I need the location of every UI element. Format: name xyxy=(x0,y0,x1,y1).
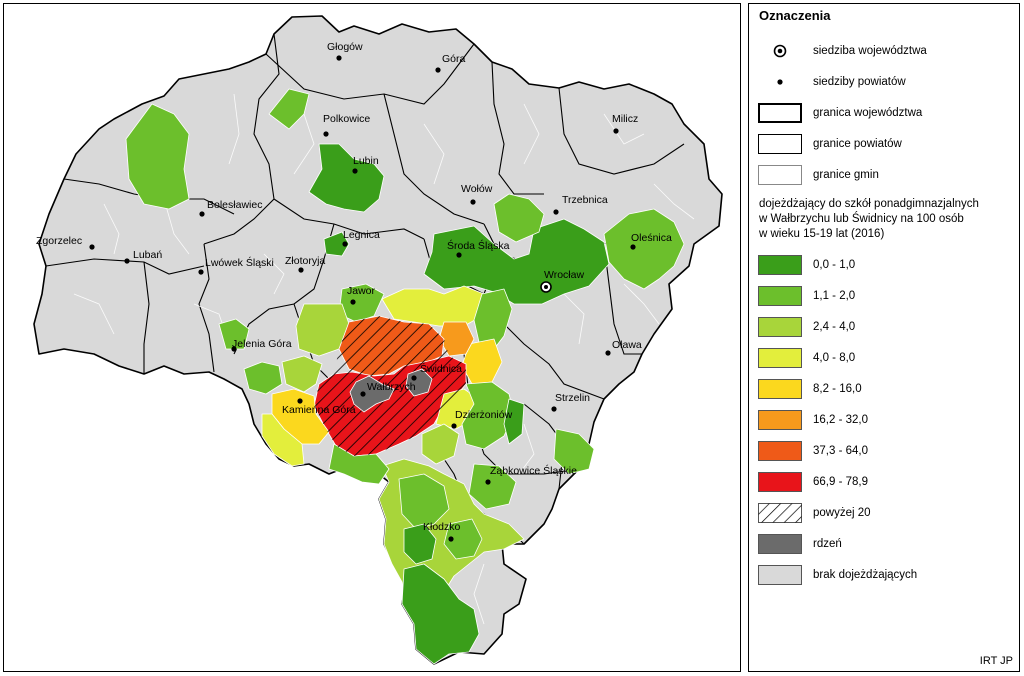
legend-item-class xyxy=(757,285,855,307)
svg-text:Zgorzelec: Zgorzelec xyxy=(36,235,83,247)
legend-item-class xyxy=(757,316,855,338)
legend-label: brak dojeżdżających xyxy=(813,569,918,581)
legend-label: 8,2 - 16,0 xyxy=(813,383,862,395)
svg-text:Oleśnica: Oleśnica xyxy=(631,232,672,244)
legend-item-class xyxy=(757,378,862,400)
county-seat-icon xyxy=(757,71,803,93)
legend-item-seat-voivodeship xyxy=(757,40,927,62)
svg-text:Wołów: Wołów xyxy=(461,183,493,195)
legend-label: 37,3 - 64,0 xyxy=(813,445,868,457)
legend-item-border-county xyxy=(757,133,902,155)
class-swatch xyxy=(758,410,802,430)
svg-text:Polkowice: Polkowice xyxy=(323,113,371,125)
svg-text:Trzebnica: Trzebnica xyxy=(562,194,608,206)
legend-label: granice gmin xyxy=(813,169,879,181)
svg-text:Bolesławiec: Bolesławiec xyxy=(207,199,263,211)
legend-label: 4,0 - 8,0 xyxy=(813,352,856,364)
svg-text:Głogów: Głogów xyxy=(327,41,363,53)
svg-text:Wrocław: Wrocław xyxy=(544,269,585,281)
legend-label: 66,9 - 78,9 xyxy=(813,476,868,488)
legend-label: siedziby powiatów xyxy=(813,76,906,88)
legend-heading-line: w wieku 15-19 lat (2016) xyxy=(759,228,885,240)
svg-text:Oława: Oława xyxy=(612,339,642,351)
map-panel xyxy=(3,3,741,672)
legend-item-border-gmina xyxy=(757,164,879,186)
core-swatch xyxy=(758,534,802,554)
svg-text:Kamienna Góra: Kamienna Góra xyxy=(282,404,356,416)
svg-text:Wałbrzych: Wałbrzych xyxy=(367,381,416,393)
class-swatch xyxy=(758,472,802,492)
svg-text:Strzelin: Strzelin xyxy=(555,392,591,404)
legend-label: 1,1 - 2,0 xyxy=(813,290,856,302)
svg-text:Legnica: Legnica xyxy=(343,229,380,241)
legend-class-heading xyxy=(759,197,1009,242)
svg-text:Jawor: Jawor xyxy=(347,285,376,297)
legend-label: 2,4 - 4,0 xyxy=(813,321,856,333)
legend-item-class xyxy=(757,347,855,369)
none-swatch xyxy=(758,565,802,585)
class-swatch xyxy=(758,348,802,368)
svg-text:Góra: Góra xyxy=(442,53,466,65)
legend-item-class xyxy=(757,254,855,276)
legend-item-border-voivodeship xyxy=(757,102,922,124)
class-swatch xyxy=(758,379,802,399)
legend-item-seat-county xyxy=(757,71,906,93)
legend-label: 0,0 - 1,0 xyxy=(813,259,856,271)
city-marker xyxy=(231,338,291,352)
voivodeship-map xyxy=(4,4,740,671)
county-border-swatch xyxy=(758,134,802,154)
gmina-border-swatch xyxy=(758,165,802,185)
legend-item-none xyxy=(757,564,917,586)
legend-heading-line: dojeżdżający do szkół ponadgimnazjalnych xyxy=(759,198,979,210)
legend-label: granica województwa xyxy=(813,107,923,119)
svg-text:Środa Śląska: Środa Śląska xyxy=(447,240,510,252)
legend-label: 16,2 - 32,0 xyxy=(813,414,868,426)
legend-title: Oznaczenia xyxy=(759,8,831,23)
svg-text:Kłodzko: Kłodzko xyxy=(423,521,461,533)
voivodeship-border-swatch xyxy=(758,103,802,123)
legend-item-class xyxy=(757,440,868,462)
svg-text:Złotoryja: Złotoryja xyxy=(285,255,326,267)
legend-label: siedziba województwa xyxy=(813,45,927,57)
legend-panel xyxy=(748,3,1020,672)
legend-item-class xyxy=(757,471,868,493)
hatch-swatch xyxy=(758,503,802,523)
svg-text:Milicz: Milicz xyxy=(612,113,639,125)
legend-item-core xyxy=(757,533,842,555)
svg-text:Świdnica: Świdnica xyxy=(420,363,463,375)
svg-text:Lubań: Lubań xyxy=(133,249,163,261)
svg-text:Lwówek Śląski: Lwówek Śląski xyxy=(205,257,274,269)
class-swatch xyxy=(758,286,802,306)
legend-label: powyżej 20 xyxy=(813,507,871,519)
legend-item-hatch xyxy=(757,502,871,524)
legend-label: granice powiatów xyxy=(813,138,902,150)
credit-text: IRT JP xyxy=(979,655,1013,667)
legend-item-class xyxy=(757,409,868,431)
legend-heading-line: w Wałbrzychu lub Świdnicy na 100 osób xyxy=(759,213,964,225)
voivodeship-seat-icon xyxy=(757,40,803,62)
class-swatch xyxy=(758,317,802,337)
svg-text:Jelenia Góra: Jelenia Góra xyxy=(232,338,292,350)
class-swatch xyxy=(758,441,802,461)
svg-text:Dzierżoniów: Dzierżoniów xyxy=(455,409,513,421)
svg-text:Lubin: Lubin xyxy=(353,155,379,167)
legend-label: rdzeń xyxy=(813,538,842,550)
class-swatch xyxy=(758,255,802,275)
svg-text:Ząbkowice Śląskie: Ząbkowice Śląskie xyxy=(490,465,577,477)
